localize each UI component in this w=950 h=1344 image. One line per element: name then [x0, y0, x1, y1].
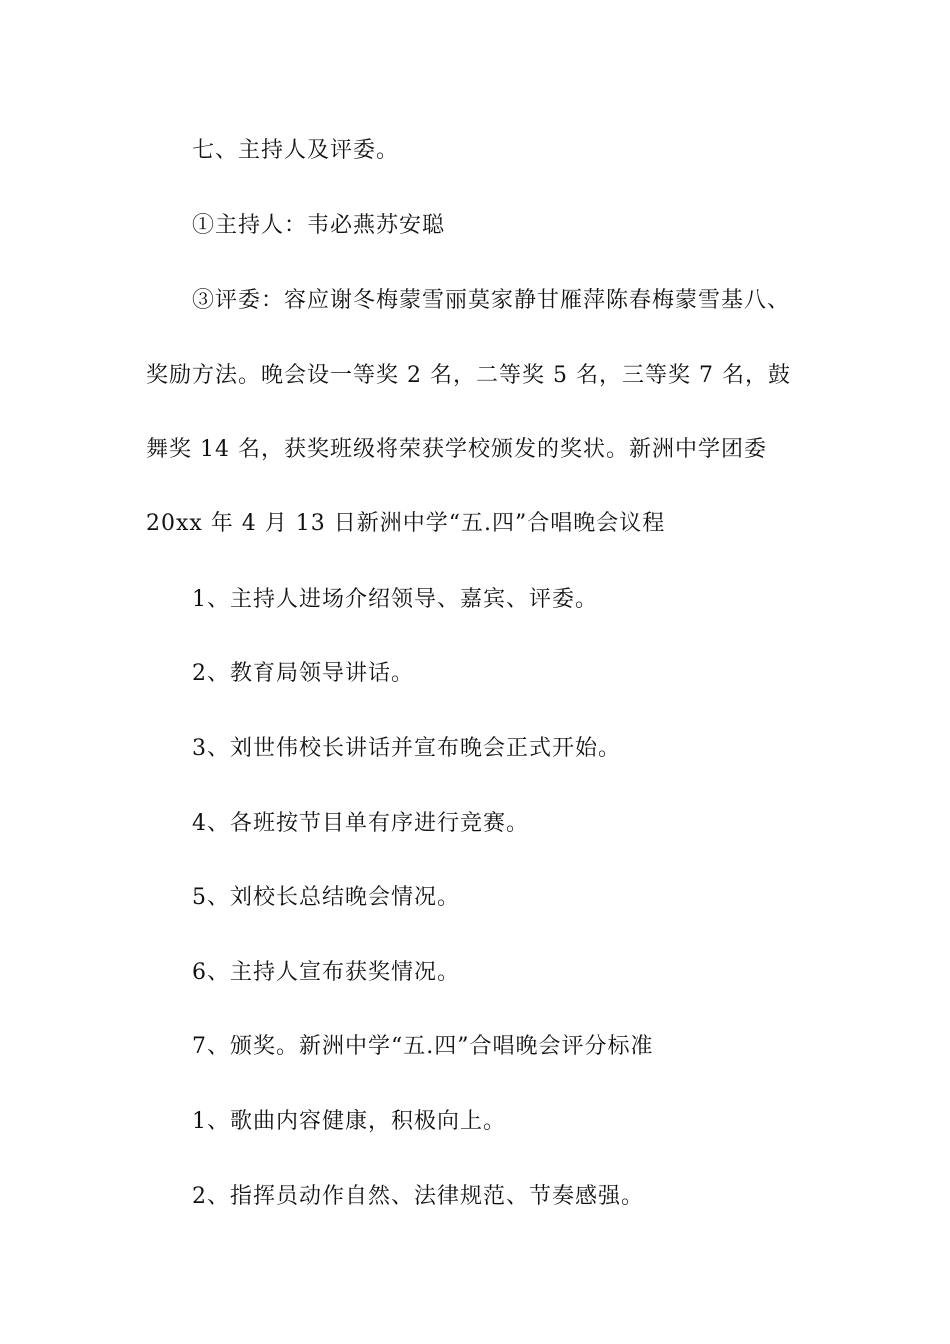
- criteria-item: 1、歌曲内容健康，积极向上。: [192, 1109, 506, 1134]
- agenda-item: 6、主持人宣布获奖情况。: [192, 960, 460, 985]
- agenda-item: 4、各班按节目单有序进行竞赛。: [192, 811, 529, 836]
- agenda-item: 2、教育局领导讲话。: [192, 661, 414, 686]
- criteria-item: 2、指挥员动作自然、法律规范、节奏感强。: [192, 1184, 644, 1209]
- agenda-item: 3、刘世伟校长讲话并宣布晚会正式开始。: [192, 736, 621, 761]
- agenda-item: 7、颁奖。新洲中学“五.四”合唱晚会评分标准: [192, 1034, 654, 1059]
- paragraph-line: 奖励方法。晚会设一等奖 2 名，二等奖 5 名，三等奖 7 名，鼓: [146, 363, 791, 388]
- judges-line: ③评委：容应谢冬梅蒙雪丽莫家静甘雁萍陈春梅蒙雪基八、: [192, 288, 791, 313]
- section-heading-hosts-judges: 七、主持人及评委。: [192, 138, 400, 163]
- agenda-item: 5、刘校长总结晚会情况。: [192, 885, 460, 910]
- hosts-line: ①主持人：韦必燕苏安聪: [192, 213, 446, 238]
- agenda-title-line: 20xx 年 4 月 13 日新洲中学“五.四”合唱晚会议程: [146, 511, 666, 536]
- agenda-item: 1、主持人进场介绍领导、嘉宾、评委。: [192, 587, 598, 612]
- paragraph-line: 舞奖 14 名，获奖班级将荣获学校颁发的奖状。新洲中学团委: [146, 437, 767, 462]
